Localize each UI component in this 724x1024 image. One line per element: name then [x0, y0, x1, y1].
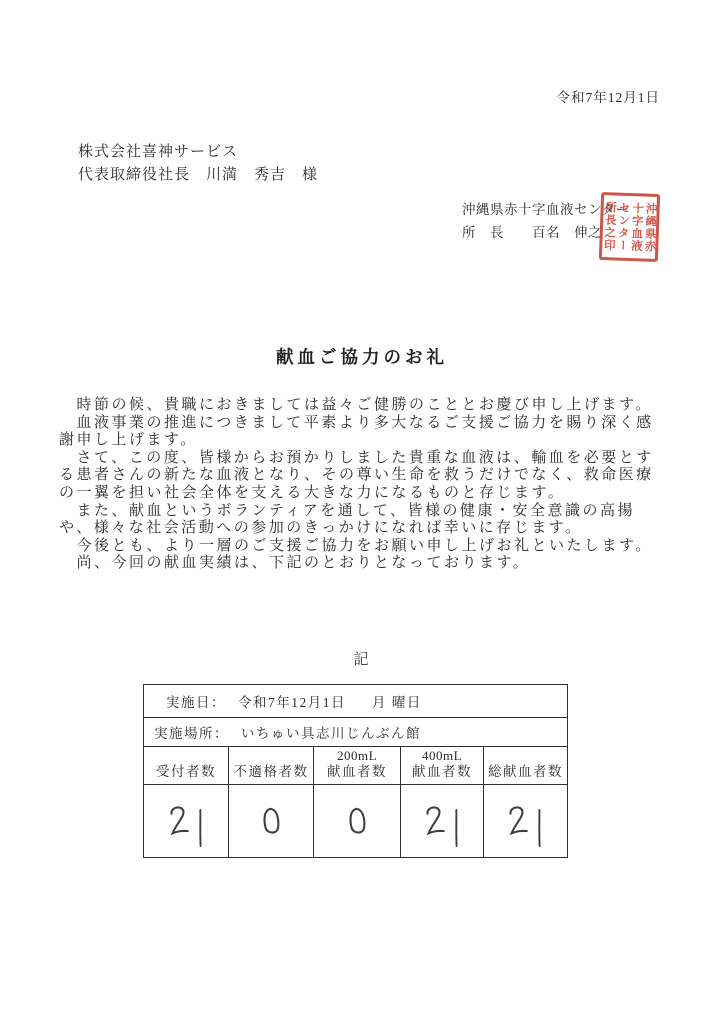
official-seal-stamp-icon	[599, 192, 660, 262]
weekday-value: 月 曜日	[372, 695, 422, 710]
header-reception-count: 受付者数	[144, 747, 229, 785]
date-value: 令和7年12月1日	[238, 695, 346, 710]
body-line: 今後とも、より一層のご支援ご協力をお願い申し上げお礼といたします。	[59, 537, 653, 554]
table-header-row	[144, 747, 568, 785]
handwritten-value	[484, 785, 567, 857]
document-title: 献血ご協力のお礼	[276, 347, 448, 367]
body-line: る患者さんの新たな血液となり、その尊い生命を救うだけでなく、救命医療	[59, 467, 654, 484]
sender-representative: 所 長 百名 伸之	[462, 225, 602, 240]
implementation-place-cell	[144, 718, 568, 747]
body-line: 尚、今回の献血実績は、下記のとおりとなっております。	[59, 555, 531, 572]
header-400ml-donor-count: 400mL 献血者数	[401, 747, 484, 785]
ki-marker: 記	[353, 652, 371, 668]
issue-date: 令和7年12月1日	[556, 90, 660, 105]
place-value: いちゅい具志川じんぶん館	[241, 726, 421, 741]
sender-organization: 沖縄県赤十字血液センター	[462, 202, 630, 217]
body-line: また、献血というボランティアを通して、皆様の健康・安全意識の高揚	[59, 502, 636, 519]
header-total-donor-count: 総献血者数	[484, 747, 568, 785]
body-line: 謝申し上げます。	[59, 432, 198, 449]
header-ineligible-count: 不適格者数	[229, 747, 314, 785]
letter-body	[59, 397, 669, 573]
table-row-place	[144, 718, 568, 747]
value-ineligible-count	[229, 785, 314, 858]
handwritten-value	[314, 785, 400, 857]
value-400ml-donor-count	[401, 785, 484, 858]
seal-text: 沖縄県赤 十字血液 センター 所長之印	[602, 201, 657, 253]
handwritten-value	[144, 785, 228, 857]
body-line: や、様々な社会活動への参加のきっかけになれば幸いに存じます。	[59, 520, 583, 537]
table-values-row	[144, 785, 568, 858]
value-200ml-donor-count	[314, 785, 401, 858]
body-line: さて、この度、皆様からお預かりしました貴重な血液は、輸血を必要とす	[59, 449, 654, 466]
value-reception-count	[144, 785, 229, 858]
body-line: 時節の候、貴職におきましては益々ご健勝のこととお慶び申し上げます。	[59, 397, 653, 413]
table-row-date	[144, 685, 568, 718]
header-200ml-donor-count: 200mL 献血者数	[314, 747, 401, 785]
body-line: の一翼を担い社会全体を支える大きな力になるものと存じます。	[59, 484, 566, 501]
date-label: 実施日：	[166, 695, 226, 710]
recipient-company: 株式会社喜神サービス	[78, 144, 239, 160]
recipient-block	[78, 141, 318, 187]
handwritten-value	[229, 785, 313, 857]
recipient-person: 代表取締役社長 川満 秀吉 様	[78, 167, 319, 183]
place-label: 実施場所：	[154, 726, 229, 741]
value-total-donor-count	[484, 785, 568, 858]
implementation-date-cell	[144, 685, 568, 718]
body-line: 血液事業の推進につきまして平素より多大なるご支援ご協力を賜り深く感	[59, 414, 654, 431]
handwritten-value	[401, 785, 483, 857]
donation-result-table	[143, 684, 568, 858]
